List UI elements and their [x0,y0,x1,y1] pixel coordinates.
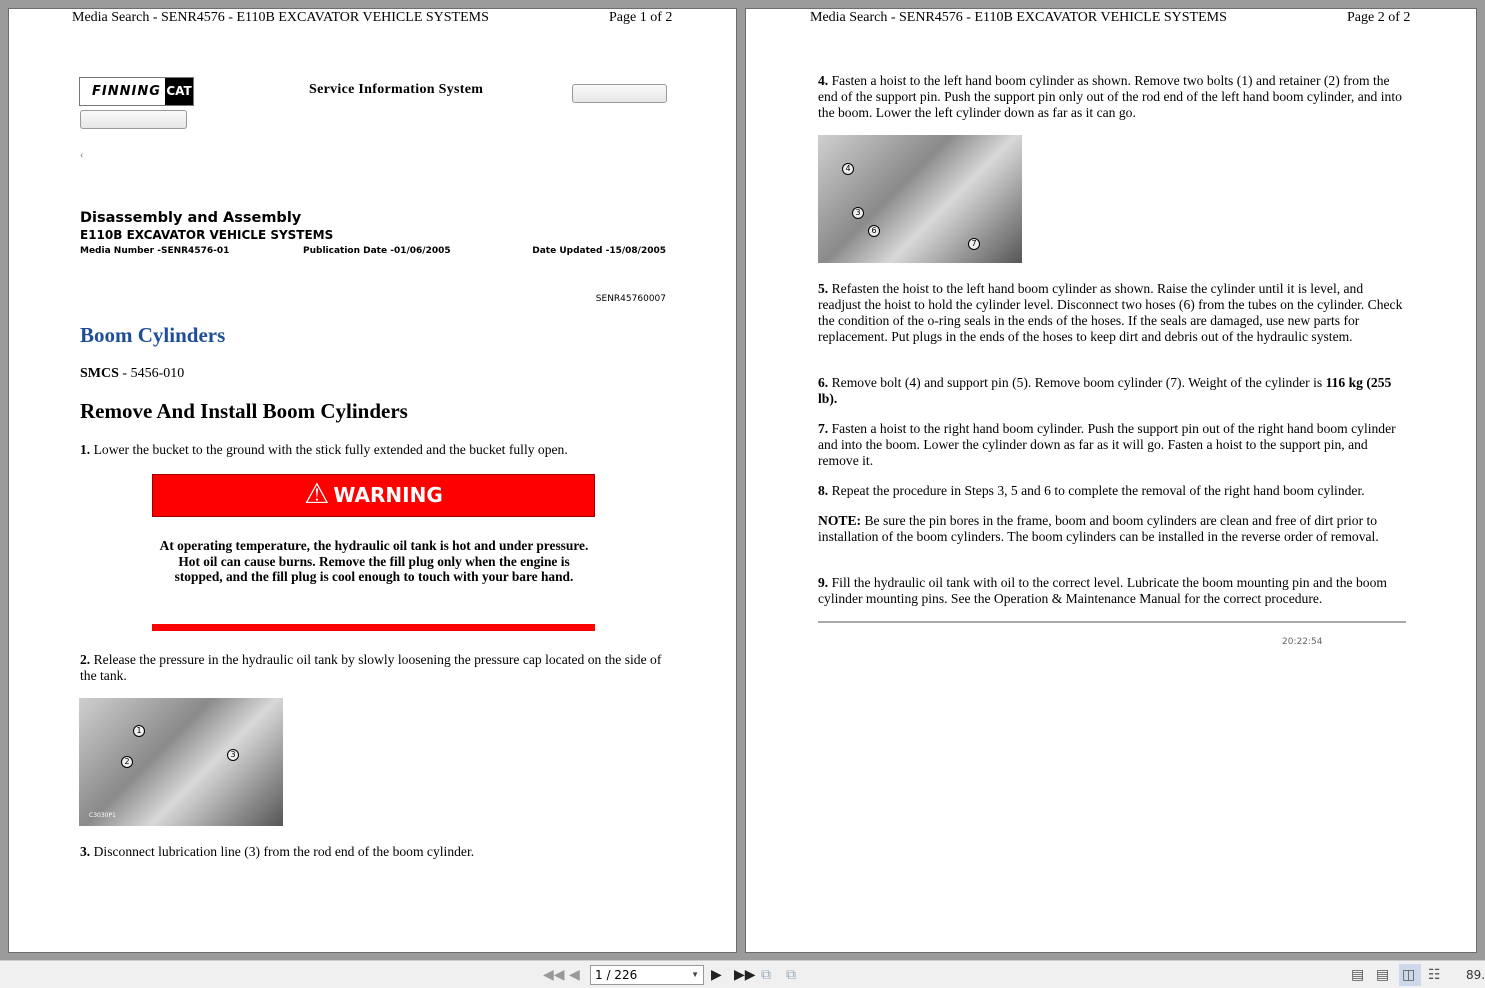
page-header-title: Media Search - SENR4576 - E110B EXCAVATOR VEHICLE SYSTEMS [810,10,1227,25]
sis-search-button[interactable] [572,84,667,103]
note: NOTE: Be sure the pin bores in the frame, boom and boom cylinders are clean and free of dirt prior to installation of the boom cylinders. The boom cylinders can be installed in the reverse order of removal. [818,513,1379,544]
dropdown-arrow-icon[interactable]: ▼ [691,970,699,979]
timestamp: 20:22:54 [1282,637,1323,647]
step-7: 7. Fasten a hoist to the right hand boom cylinder. Push the support pin out of the right hand boom cylinder and into the boom. Lower the cylinder down as far as it will go. Fasten a hoist to the support pin, and remove it. [818,421,1396,468]
two-page-view-button[interactable] [1399,964,1421,986]
page-number-input[interactable] [590,965,704,985]
step-2: 2. Release the pressure in the hydraulic oil tank by slowly loosening the pressure cap located on the side of the tank. [80,652,662,683]
date-updated: Date Updated -15/08/2005 [532,246,666,256]
sis-nav-button[interactable] [80,110,187,129]
zoom-level[interactable]: 89. [1466,968,1485,982]
smcs-label: SMCS [80,366,119,381]
page-header-title: Media Search - SENR4576 - E110B EXCAVATOR VEHICLE SYSTEMS [72,10,489,25]
media-number: Media Number -SENR4576-01 [80,246,230,256]
section-title: Boom Cylinders [80,323,226,347]
step-3: 3. Disconnect lubrication line (3) from the rod end of the boom cylinder. [80,844,475,859]
pdf-toolbar [0,960,1485,988]
callout-3: 3 [227,749,239,761]
callout-6: 6 [868,225,880,237]
figure-code: C3030P1 [89,812,116,819]
step-4: 4. Fasten a hoist to the left hand boom cylinder as shown. Remove two bolts (1) and retainer (2) from the end of the support pin. Push the support pin only out of the rod end of the left hand boom cylinder, and into the boom. Lower the left cylinder down as far as it can go. [818,73,1402,120]
last-page-icon[interactable]: ▶▶ [734,967,756,983]
continuous-view-icon[interactable]: ▤ [1376,967,1390,983]
doc-id: SENR45760007 [595,294,666,304]
first-page-icon[interactable]: ◀◀ [543,967,565,983]
paste-page-icon[interactable]: ⧉ [786,967,796,983]
copy-page-icon[interactable]: ⧉ [761,967,771,983]
single-page-view-icon[interactable]: ▤ [1351,967,1365,983]
callout-4: 4 [842,163,854,175]
doc-type: Disassembly and Assembly [80,210,302,226]
divider [818,621,1406,623]
figure-boom-cylinder [818,135,1022,263]
step-8: 8. Repeat the procedure in Steps 3, 5 and 6 to complete the removal of the right hand boom cylinder. [818,483,1365,498]
smcs-value: - 5456-010 [118,366,185,381]
finning-cat-logo [79,77,194,106]
logo-finning: FINNING [92,84,161,99]
step-9: 9. Fill the hydraulic oil tank with oil to the correct level. Lubricate the boom mounting pin and the boom cylinder mounting pins. See the Operation & Maintenance Manual for the correct procedure. [818,575,1387,606]
callout-2: 2 [121,756,133,768]
two-page-continuous-icon[interactable]: ☷ [1428,967,1441,983]
page-number-value: 1 / 226 [595,968,638,982]
page-header-number: Page 2 of 2 [1347,10,1411,25]
callout-7: 7 [968,238,980,250]
smcs-line [80,366,184,382]
publication-date: Publication Date -01/06/2005 [303,246,451,256]
two-page-view-icon: ◫ [1402,967,1416,983]
previous-page-icon[interactable]: ◀ [569,967,580,983]
warning-triangle-icon: ⚠ [304,479,330,510]
step-6: 6. Remove bolt (4) and support pin (5). Remove boom cylinder (7). Weight of the cylinder is 116 kg (255 lb). [818,375,1392,406]
doc-model: E110B EXCAVATOR VEHICLE SYSTEMS [80,228,334,242]
warning-bottom-bar [152,624,595,631]
step-1: 1. Lower the bucket to the ground with the stick fully extended and the bucket fully open. [80,442,568,457]
page-header-number: Page 1 of 2 [609,10,673,25]
procedure-title: Remove And Install Boom Cylinders [80,399,408,423]
figure-pressure-cap [79,698,283,826]
next-page-icon[interactable]: ▶ [711,967,722,983]
warning-text: At operating temperature, the hydraulic oil tank is hot and under pressure. Hot oil can cause burns. Remove the fill plug only when the engine is stopped, and the fill plug is cool enough to touch with your bare hand. [159,538,589,585]
callout-1: 1 [133,725,145,737]
pdf-page-1 [8,8,737,953]
pdf-page-2 [745,8,1477,953]
back-arrow-icon[interactable]: ‹ [80,150,84,161]
sis-title: Service Information System [309,82,484,97]
step-5: 5. Refasten the hoist to the left hand boom cylinder as shown. Raise the cylinder until it is level, and readjust the hoist to hold the cylinder level. Disconnect two hoses (6) from the tubes on the cylinder. Check the condition of the o-ring seals in the ends of the hoses. If the seals are damaged, use new parts for replacement. Put plugs in the ends of the hoses to keep dirt and debris out of the hydraulic system. [818,281,1403,344]
logo-cat: CAT [165,78,193,105]
callout-3: 3 [852,207,864,219]
warning-label: WARNING [333,483,443,507]
warning-banner [152,474,595,517]
